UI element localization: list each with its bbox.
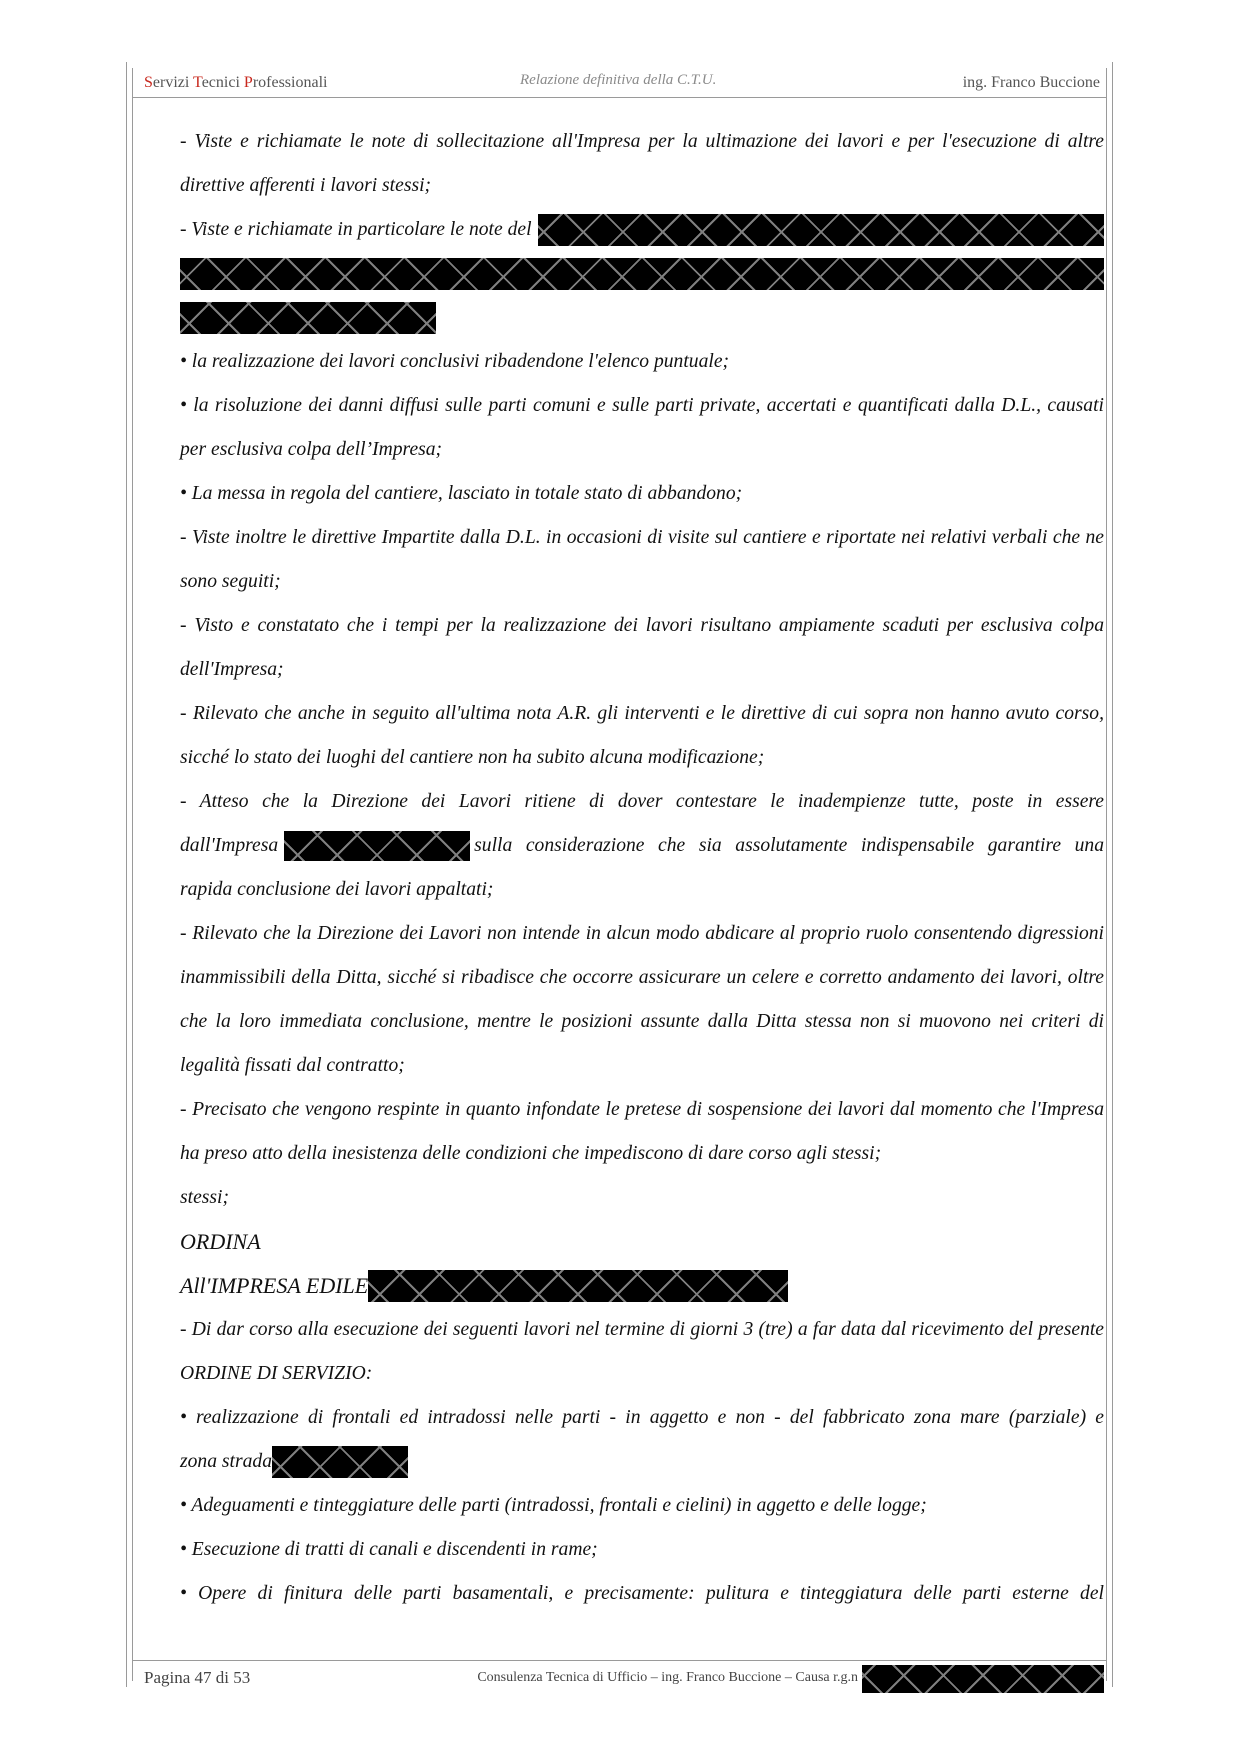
brand-initial: P <box>243 74 253 91</box>
addressee-line <box>180 1264 1104 1308</box>
paragraph-line: - Atteso che la Direzione dei Lavori ritiene di dover contestare le inadempienze tutte, poste in essere <box>180 791 1104 812</box>
brand-name <box>144 74 327 92</box>
document-body <box>180 120 1104 1616</box>
paragraph-text: - Viste e richiamate in particolare le note del <box>180 219 532 240</box>
redaction-block <box>272 1446 408 1478</box>
paragraph-redacted-start <box>180 208 1104 252</box>
frame-line <box>132 68 133 1681</box>
paragraph: - Viste e richiamate le note di sollecitazione all'Impresa per la ultimazione dei lavori e per l'esecuzione di altre direttive afferenti i lavori stessi; <box>180 131 1104 196</box>
paragraph: - Di dar corso alla esecuzione dei seguenti lavori nel termine di giorni 3 (tre) a far data dal ricevimento del presente ORDINE DI SERVIZIO: <box>180 1319 1104 1384</box>
bullet-item: • Opere di finitura delle parti basamentali, e precisamente: pulitura e tinteggiatura delle parti esterne del <box>180 1583 1104 1604</box>
page-header <box>140 70 1102 94</box>
paragraph: - Precisato che vengono respinte in quanto infondate le pretese di sospensione dei lavori dal momento che l'Impresa ha preso atto della inesistenza delle condizioni che impediscono di dare corso agli stessi; <box>180 1099 1104 1164</box>
redaction-block <box>538 214 1104 246</box>
paragraph: - Rilevato che la Direzione dei Lavori non intende in alcun modo abdicare al proprio ruolo consentendo digressioni inammissibili della Ditta, sicché si ribadisce che occorre assicurare un celere e corretto andamento dei lavori, oltre che la loro immediata conclusione, mentre le posizioni assunte dalla Ditta stessa non si muovono nei criteri di legalità fissati dal contratto; <box>180 923 1104 1076</box>
paragraph: stessi; <box>180 1187 229 1208</box>
page-number: Pagina 47 di 53 <box>144 1668 251 1687</box>
bullet-item: • Esecuzione di tratti di canali e discendenti in rame; <box>180 1539 598 1560</box>
redacted-line <box>180 252 1104 296</box>
redaction-block <box>284 831 470 861</box>
document-title: Relazione definitiva della C.T.U. <box>520 72 717 88</box>
frame-line <box>1106 68 1107 1681</box>
redaction-block <box>368 1270 788 1302</box>
header-rule <box>132 97 1106 98</box>
paragraph-text: zona strada <box>180 1451 272 1472</box>
bullet-item-line: • realizzazione di frontali ed intradossi nelle parti - in aggetto e non - del fabbricato zona mare (parziale) e <box>180 1407 1104 1428</box>
paragraph-text: sulla considerazione che sia assolutamente indispensabile garantire una <box>474 835 1104 856</box>
brand-word: rofessionali <box>252 74 328 91</box>
footer-rule <box>132 1660 1106 1661</box>
bullet-item: • la realizzazione dei lavori conclusivi ribadendone l'elenco puntuale; <box>180 351 730 372</box>
brand-word: ervizi <box>152 74 190 91</box>
redaction-block <box>180 258 1104 290</box>
paragraph-text: dall'Impresa <box>180 835 279 856</box>
paragraph-line <box>180 824 1104 868</box>
frame-line <box>1112 62 1113 1687</box>
bullet-item: • La messa in regola del cantiere, lasciato in totale stato di abbandono; <box>180 483 743 504</box>
section-heading: ORDINA <box>180 1229 261 1254</box>
bullet-item-line <box>180 1440 1104 1484</box>
redaction-block <box>180 302 436 334</box>
bullet-item: • Adeguamenti e tinteggiature delle parti (intradossi, frontali e cielini) in aggetto e delle logge; <box>180 1495 927 1516</box>
brand-initial: S <box>144 74 153 91</box>
paragraph: - Viste inoltre le direttive Impartite dalla D.L. in occasioni di visite sul cantiere e riportate nei relativi verbali che ne sono seguiti; <box>180 527 1104 592</box>
bullet-item: • la risoluzione dei danni diffusi sulle parti comuni e sulle parti private, accertati e quantificati dalla D.L., causati per esclusiva colpa dell’Impresa; <box>180 395 1104 460</box>
paragraph-line: rapida conclusione dei lavori appaltati; <box>180 879 494 900</box>
footer-reference: Consulenza Tecnica di Ufficio – ing. Franco Buccione – Causa r.g.n <box>477 1670 858 1685</box>
brand-initial: T <box>193 74 202 91</box>
addressee-label: All'IMPRESA EDILE <box>180 1273 369 1298</box>
redacted-line <box>180 296 1104 340</box>
paragraph: - Visto e constatato che i tempi per la realizzazione dei lavori risultano ampiamente scaduti per esclusiva colpa dell'Impresa; <box>180 615 1104 680</box>
frame-line <box>126 62 127 1687</box>
paragraph: - Rilevato che anche in seguito all'ultima nota A.R. gli interventi e le direttive di cui sopra non hanno avuto corso, sicché lo stato dei luoghi del cantiere non ha subito alcuna modificazione; <box>180 703 1104 768</box>
redaction-block <box>862 1665 1104 1693</box>
author-name: ing. Franco Buccione <box>962 74 1100 91</box>
brand-word: ecnici <box>201 74 240 91</box>
